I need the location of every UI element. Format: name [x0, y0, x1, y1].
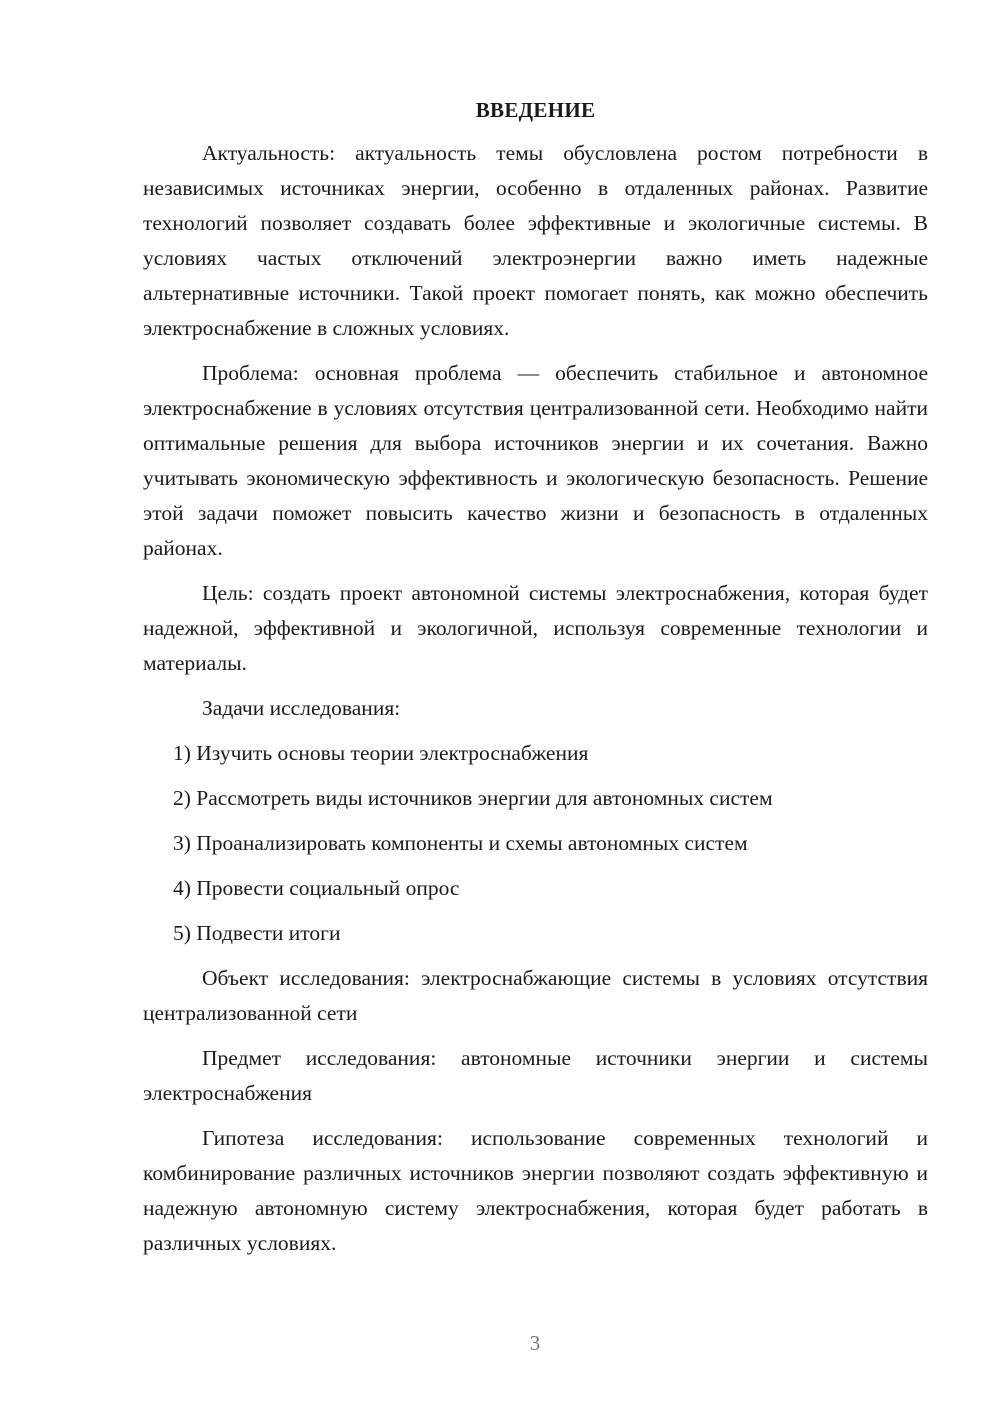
object-paragraph: Объект исследования: электроснабжающие системы в условиях отсутствия централизованной сети [143, 966, 928, 1025]
problem-paragraph: Проблема: основная проблема — обеспечить стабильное и автономное электроснабжение в условиях отсутствия централизованной сети. Необходимо найти оптимальные решения для выбора источников энергии и их сочетания. Важно учитывать экономическую эффективность и экологическую безопасность. Решение этой задачи поможет повысить качество жизни и безопасность в отдаленных районах. [143, 361, 928, 560]
page-number: 3 [529, 1331, 541, 1355]
document-page [143, 96, 928, 1271]
goal-paragraph: Цель: создать проект автономной системы электроснабжения, которая будет надежной, эффективной и экологичной, используя современные технологии и материалы. [143, 581, 928, 675]
relevance-paragraph: Актуальность: актуальность темы обусловлена ростом потребности в независимых источниках энергии, особенно в отдаленных районах. Развитие технологий позволяет создавать более эффективные и экологичные системы. В условиях частых отключений электроэнергии важно иметь надежные альтернативные источники. Такой проект помогает понять, как можно обеспечить электроснабжение в сложных условиях. [143, 141, 928, 340]
tasks-heading: Задачи исследования: [202, 696, 401, 720]
section-title: ВВЕДЕНИЕ [475, 98, 596, 122]
task-item: 5) Подвести итоги [173, 921, 341, 945]
task-item: 3) Проанализировать компоненты и схемы автономных систем [173, 831, 748, 855]
hypothesis-paragraph: Гипотеза исследования: использование современных технологий и комбинирование различных источников энергии позволяют создать эффективную и надежную автономную систему электроснабжения, которая будет работать в различных условиях. [143, 1126, 928, 1255]
subject-paragraph: Предмет исследования: автономные источники энергии и системы электроснабжения [143, 1046, 928, 1105]
task-list [143, 736, 928, 951]
task-item: 1) Изучить основы теории электроснабжения [173, 741, 589, 765]
task-item: 4) Провести социальный опрос [173, 876, 460, 900]
task-item: 2) Рассмотреть виды источников энергии для автономных систем [173, 786, 773, 810]
